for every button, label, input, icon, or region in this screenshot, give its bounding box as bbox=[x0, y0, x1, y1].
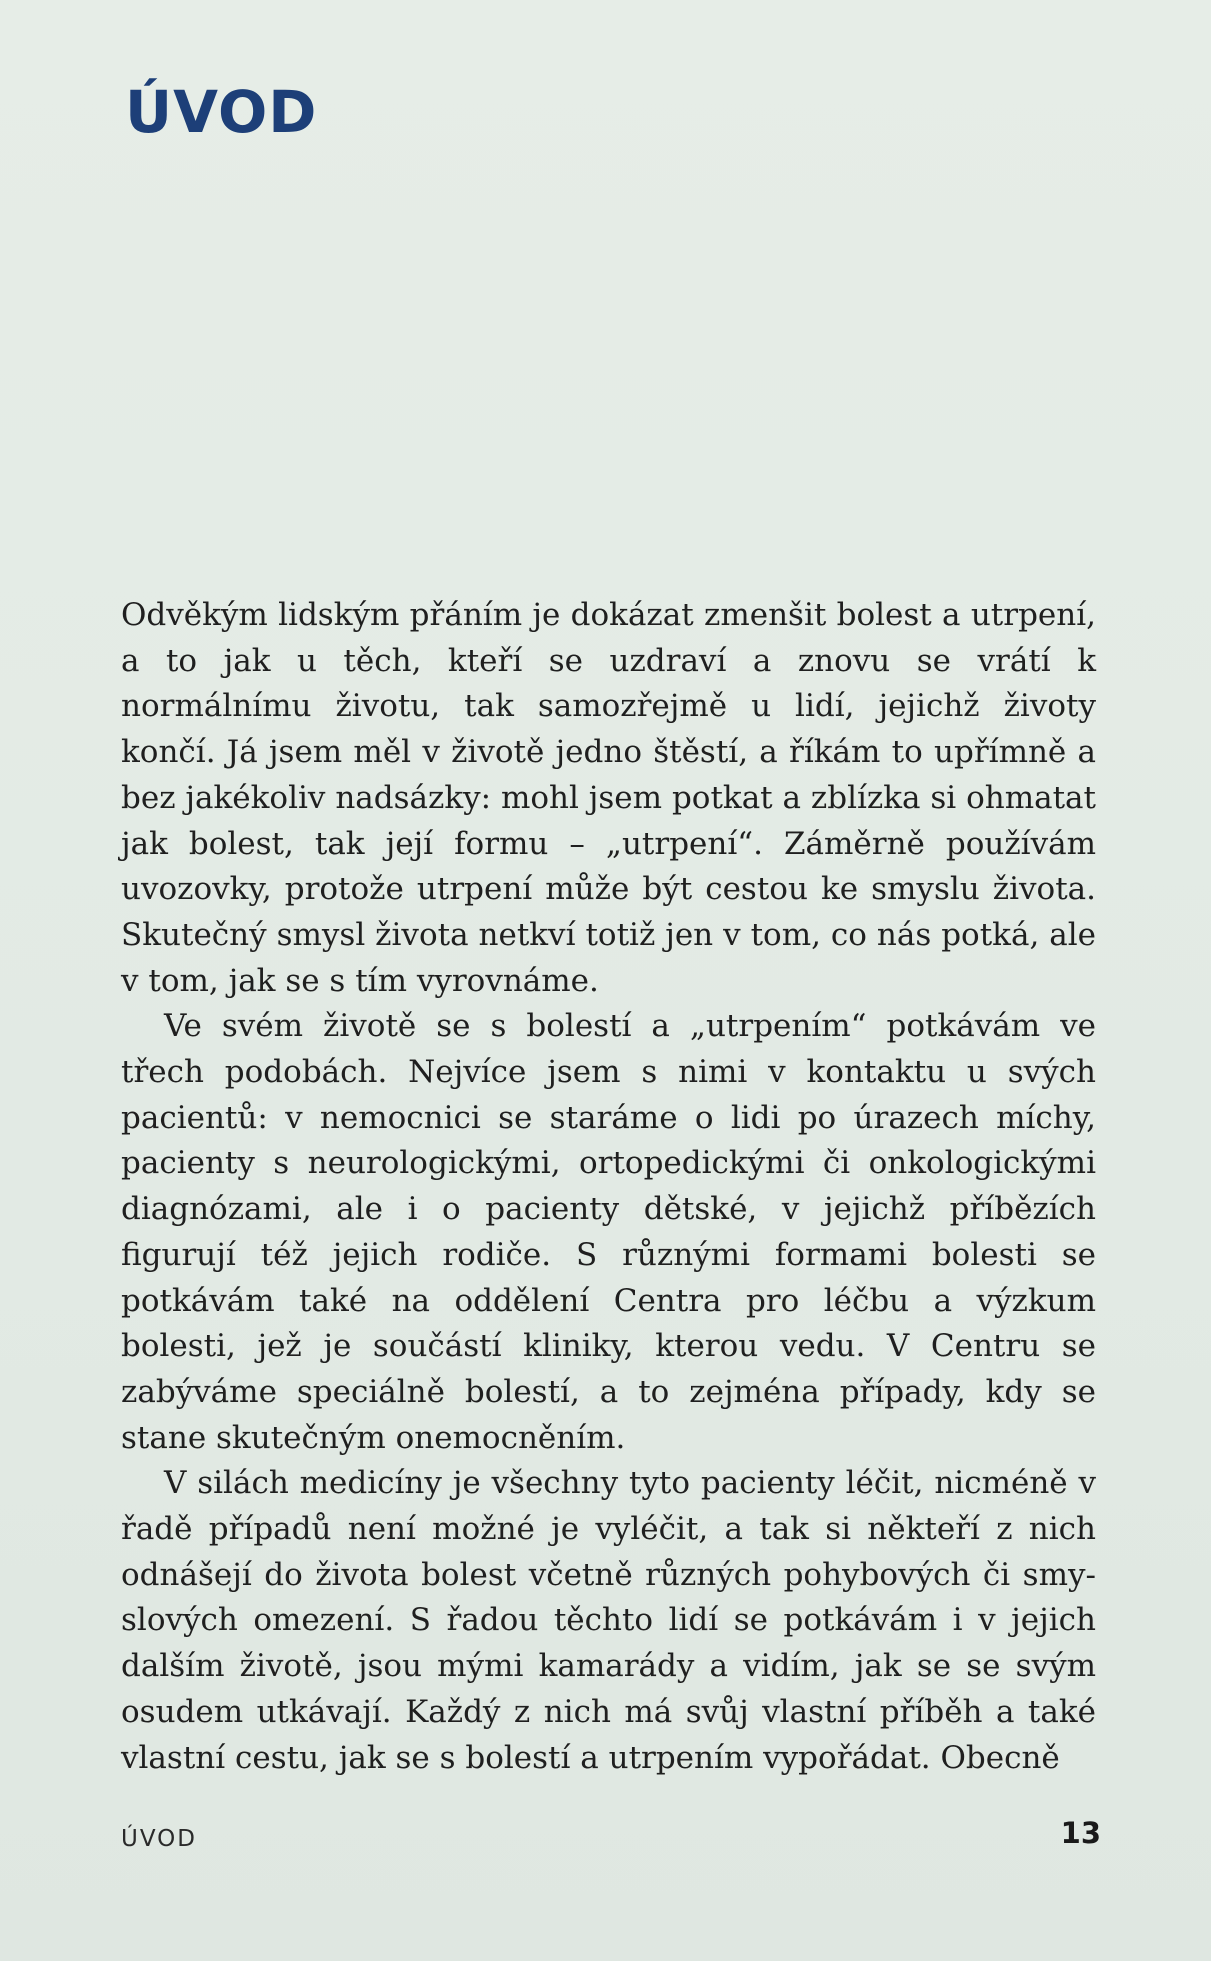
paragraph-3: V silách medicíny je všechny tyto pacienty léčit, nicméně v řadě případů není možné je vyléčit, a tak si někteří z nich odnášejí do života bolest včetně různých pohybových či smyslových omezení. S řadou těchto lidí se potkávám i v jejich dalším životě, jsou mými kamarády a vidím, jak se se svým osudem utkávají. Každý z nich má svůj vlastní příběh a také vlastní cestu, jak se s bolestí a utrpením vypořádat. Obecně bbox=[121, 1465, 1096, 1776]
paragraph-1: Odvěkým lidským přáním je dokázat zmenšit bolest a utrpení, a to jak u těch, kteří se uzdraví a znovu se vrátí k normálnímu životu, tak samozřejmě u lidí, jejichž životy končí. Já jsem měl v životě jedno štěstí, a říkám to upřímně a bez jakékoliv nadsázky: mohl jsem potkat a zblízka si ohmatat jak bolest, tak její formu – „utrpení“. Záměrně používám uvozovky, protože utrpení může být cestou ke smyslu života. Skutečný smysl života netkví totiž jen v tom, co nás potká, ale v tom, jak se s tím vyrovnáme. bbox=[121, 597, 1096, 999]
body-text bbox=[121, 593, 1096, 1781]
page-number: 13 bbox=[1060, 1816, 1101, 1850]
running-footer: ÚVOD bbox=[121, 1826, 197, 1852]
paragraph-2: Ve svém životě se s bolestí a „utrpením“ potkávám ve třech podobách. Nejvíce jsem s nimi v kontaktu u svých pacientů: v nemocnici se staráme o lidi po úrazech míchy, pacienty s neurologickými, ortopedickými či onkologickými diagnózami, ale i o pacienty dětské, v jejichž příbězích figurují též jejich rodiče. S různými formami bolesti se potkávám také na oddělení Centra pro léčbu a výzkum bolesti, jež je součástí kliniky, kterou vedu. V Centru se zabýváme speciálně bolestí, a to zejména případy, kdy se stane skutečným onemocněním. bbox=[121, 1008, 1096, 1456]
chapter-title: ÚVOD bbox=[125, 78, 318, 146]
